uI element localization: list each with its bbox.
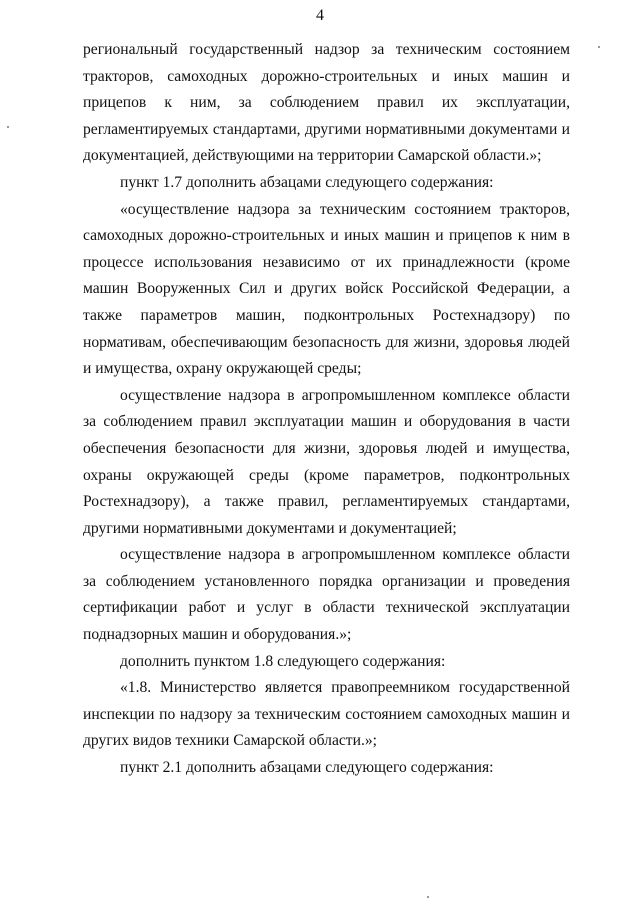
paragraph-add-clause-1-8: дополнить пунктом 1.8 следующего содержания: <box>120 652 446 670</box>
paragraph-agro-equipment-safety: осуществление надзора в агропромышленном комплексе области за соблюдением правил эксплуатации машин и оборудования в части обеспечения безопасности для жизни, здоровья людей и имущества, охраны окружающей среды (кроме параметров, подконтрольных Ростехнадзору), а также правил, регламентируемых стандартами, другими нормативными документами и документацией; <box>83 386 570 537</box>
scan-speck <box>598 46 600 48</box>
paragraph-continued-supervision-text: региональный государственный надзор за техническим состоянием тракторов, самоходных дорожно-строительных и иных машин и прицепов к ним, за соблюдением правил их эксплуатации, регламентируемых стандартами, другими нормативными документами и документацией, действующими на территории Самарской области.»; <box>83 41 570 165</box>
scan-speck <box>427 896 429 898</box>
paragraph-amend-clause-2-1: пункт 2.1 дополнить абзацами следующего содержания: <box>120 759 494 777</box>
paragraph-tractor-supervision: «осуществление надзора за техническим состоянием тракторов, самоходных дорожно-строительных и иных машин и прицепов к ним в процессе использования независимо от их принадлежности (кроме машин Вооруженных Сил и других войск Российской Федерации, а также параметров машин, подконтрольных Ростехнадзору) по нормативам, обеспечивающим безопасность для жизни, здоровья людей и имущества, охрану окружающей среды; <box>83 200 570 378</box>
scan-speck <box>7 126 9 128</box>
paragraph-amend-clause-1-7: пункт 1.7 дополнить абзацами следующего содержания: <box>120 173 494 191</box>
document-body <box>83 37 570 782</box>
paragraph-clause-1-8-successor: «1.8. Министерство является правопреемником государственной инспекции по надзору за техническим состоянием самоходных машин и других видов техники Самарской области.»; <box>83 679 570 750</box>
page-number: 4 <box>316 7 324 24</box>
paragraph-agro-certification: осуществление надзора в агропромышленном комплексе области за соблюдением установленного порядка организации и проведения сертификации работ и услуг в области технической эксплуатации поднадзорных машин и оборудования.»; <box>83 546 570 644</box>
